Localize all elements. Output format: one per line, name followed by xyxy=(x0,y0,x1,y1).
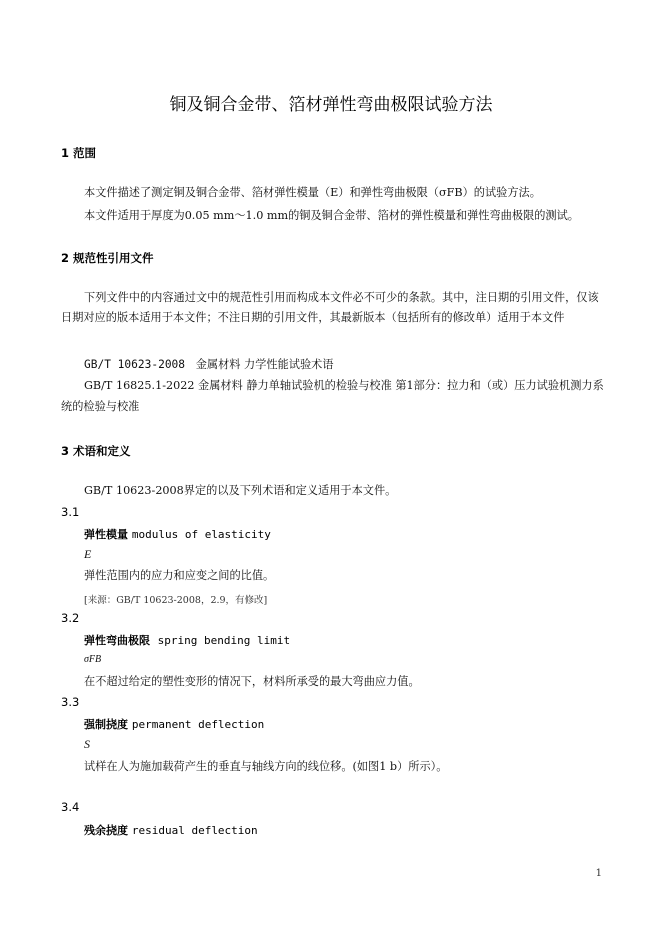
term-3-1-source: [来源：GB/T 10623-2008，2.9，有修改] xyxy=(84,595,268,606)
term-3-2-symbol: σFB xyxy=(84,654,102,665)
document-title: 铜及铜合金带、箔材弹性弯曲极限试验方法 xyxy=(169,95,493,115)
reference-2: GB/T 16825.1-2022 金属材料 静力单轴试验机的检验与校准 第1部分：拉力和（或）压力试验机测力系统的检验与校准 xyxy=(61,379,604,413)
section-1-paragraph-1: 本文件描述了测定铜及铜合金带、箔材弹性模量（E）和弹性弯曲极限（σFB）的试验方法。 xyxy=(84,186,541,199)
term-3-3-number: 3.3 xyxy=(61,695,80,709)
term-3-3-definition: 试样在人为施加载荷产生的垂直与轴线方向的线位移。(如图1 b）所示）。 xyxy=(84,760,448,773)
term-3-2-title xyxy=(84,632,290,648)
reference-1 xyxy=(84,355,334,375)
section-3-intro: GB/T 10623-2008界定的以及下列术语和定义适用于本文件。 xyxy=(84,484,397,497)
term-3-4-en: residual deflection xyxy=(131,824,258,837)
term-3-3-en: permanent deflection xyxy=(131,718,265,731)
term-3-3-title xyxy=(84,716,264,732)
term-3-2-cn: 弹性弯曲极限 xyxy=(84,634,150,647)
section-3-heading: 3 术语和定义 xyxy=(61,444,131,458)
term-3-1-title xyxy=(84,526,271,542)
term-3-1-cn: 弹性模量 xyxy=(84,528,128,541)
section-2-heading: 2 规范性引用文件 xyxy=(61,251,154,265)
section-1-paragraph-2: 本文件适用于厚度为0.05 mm～1.0 mm的铜及铜合金带、箔材的弹性模量和弹性弯曲极限的测试。 xyxy=(84,209,579,222)
term-3-1-en: modulus of elasticity xyxy=(131,528,271,541)
term-3-1-definition: 弹性范围内的应力和应变之间的比值。 xyxy=(84,569,275,582)
section-1-heading: 1 范围 xyxy=(61,146,97,160)
term-3-4-title xyxy=(84,822,258,838)
term-3-4-number: 3.4 xyxy=(61,800,80,814)
reference-1-code: GB/T 10623-2008 xyxy=(84,358,186,371)
reference-1-title: 金属材料 力学性能试验术语 xyxy=(195,358,334,371)
term-3-3-symbol: S xyxy=(84,737,90,751)
term-3-2-definition: 在不超过给定的塑性变形的情况下，材料所承受的最大弯曲应力值。 xyxy=(84,675,420,688)
term-3-1-symbol: E xyxy=(84,547,92,561)
term-3-3-cn: 强制挠度 xyxy=(84,718,128,731)
page-number: 1 xyxy=(595,868,602,879)
section-2-paragraph: 下列文件中的内容通过文中的规范性引用而构成本文件必不可少的条款。其中，注日期的引用文件，仅该日期对应的版本适用于本文件；不注日期的引用文件，其最新版本（包括所有的修改单）适用于本文件 xyxy=(61,291,599,324)
term-3-2-number: 3.2 xyxy=(61,611,80,625)
term-3-2-en: spring bending limit xyxy=(157,634,291,647)
term-3-4-cn: 残余挠度 xyxy=(84,824,128,837)
term-3-1-number: 3.1 xyxy=(61,505,80,519)
